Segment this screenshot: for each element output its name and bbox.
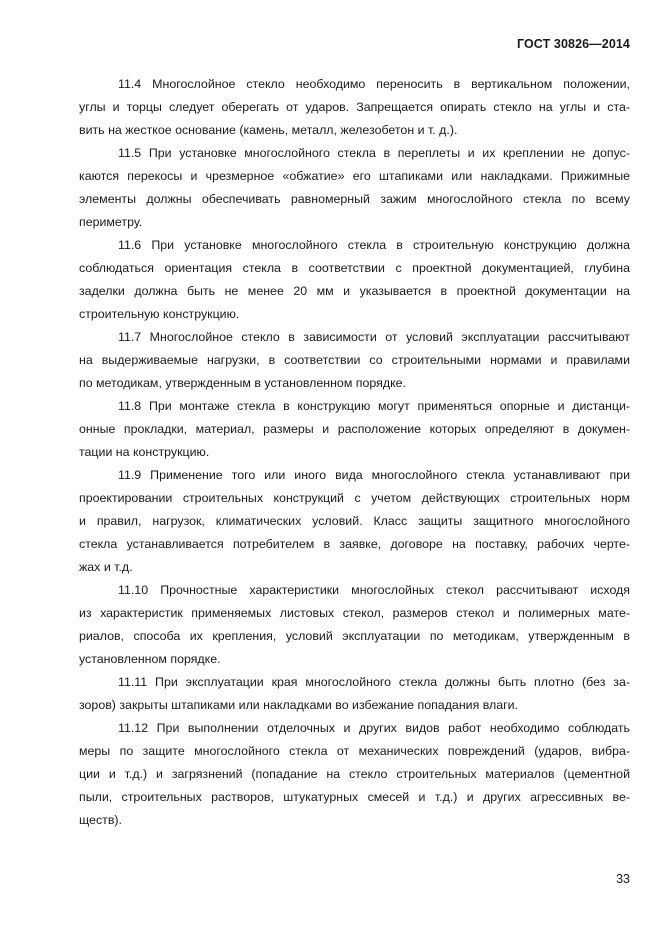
- text-line: 11.10 Прочностные характеристики многослойных стекол рассчитывают исходя: [118, 583, 630, 597]
- text-line: зоров) закрыты штапиками или накладками во избежание попадания влаги.: [79, 698, 519, 712]
- text-line: заделки должна быть не менее 20 мм и указывается в проектной документации на: [79, 284, 630, 298]
- text-line: пыли, строительных растворов, штукатурных смесей и т.д.) и других агрессивных ве-: [79, 790, 630, 804]
- text-line: по методикам, утвержденным в установленном порядке.: [79, 376, 406, 390]
- text-line: вить на жесткое основание (камень, металл, железобетон и т. д.).: [79, 123, 458, 137]
- text-line: из характеристик применяемых листовых стекол, размеров стекол и полимерных мате-: [79, 606, 630, 620]
- paragraph: [79, 671, 630, 717]
- text-line: 11.5 При установке многослойного стекла в переплеты и их креплении не допус-: [118, 146, 630, 160]
- text-line: строительную конструкцию.: [79, 307, 240, 321]
- paragraph: [79, 234, 630, 326]
- paragraph: [79, 326, 630, 395]
- paragraph: [79, 464, 630, 579]
- text-line: ции и т.д.) и загрязнений (попадание на стекло строительных материалов (цементной: [79, 767, 630, 781]
- document-body: [79, 73, 630, 832]
- paragraph: [79, 717, 630, 832]
- text-line: углы и торцы следует оберегать от ударов. Запрещается опирать стекло на углы и ста-: [79, 100, 630, 114]
- text-line: 11.7 Многослойное стекло в зависимости от условий эксплуатации рассчитывают: [118, 330, 630, 344]
- text-line: 11.9 Применение того или иного вида многослойного стекла устанавливают при: [118, 468, 630, 482]
- paragraph: [79, 395, 630, 464]
- text-line: каются перекосы и чрезмерное «обжатие» его штапиками или накладками. Прижимные: [79, 169, 630, 183]
- text-line: риалов, способа их крепления, условий эксплуатации по методикам, утвержденным в: [79, 629, 630, 643]
- text-line: стекла устанавливается потребителем в заявке, договоре на поставку, рабочих черте-: [79, 537, 630, 551]
- text-line: меры по защите многослойного стекла от механических повреждений (ударов, вибра-: [79, 744, 630, 758]
- text-line: жах и т.д.: [79, 560, 133, 574]
- text-line: периметру.: [79, 215, 143, 229]
- text-line: соблюдаться ориентация стекла в соответствии с проектной документацией, глубина: [79, 261, 630, 275]
- text-line: тации на конструкцию.: [79, 445, 210, 459]
- text-line: 11.8 При монтаже стекла в конструкцию могут применяться опорные и дистанци-: [118, 399, 630, 413]
- paragraph: [79, 579, 630, 671]
- document-code-header: ГОСТ 30826—2014: [516, 37, 630, 51]
- text-line: установленном порядке.: [79, 652, 221, 666]
- text-line: 11.4 Многослойное стекло необходимо переносить в вертикальном положении,: [118, 77, 630, 91]
- text-line: и правил, нагрузок, климатических условий. Класс защиты защитного многослойного: [79, 514, 630, 528]
- text-line: элементы должны обеспечивать равномерный зажим многослойного стекла по всему: [79, 192, 630, 206]
- paragraph: [79, 142, 630, 234]
- text-line: проектировании строительных конструкций с учетом действующих строительных норм: [79, 491, 630, 505]
- text-line: ществ).: [79, 813, 122, 827]
- page-number: 33: [616, 872, 630, 886]
- text-line: 11.12 При выполнении отделочных и других видов работ необходимо соблюдать: [118, 721, 630, 735]
- text-line: онные прокладки, материал, размеры и расположение которых определяют в докумен-: [79, 422, 630, 436]
- text-line: на выдерживаемые нагрузки, в соответствии со строительными нормами и правилами: [79, 353, 630, 367]
- paragraph: [79, 73, 630, 142]
- text-line: 11.11 При эксплуатации края многослойного стекла должны быть плотно (без за-: [118, 675, 630, 689]
- text-line: 11.6 При установке многослойного стекла в строительную конструкцию должна: [118, 238, 630, 252]
